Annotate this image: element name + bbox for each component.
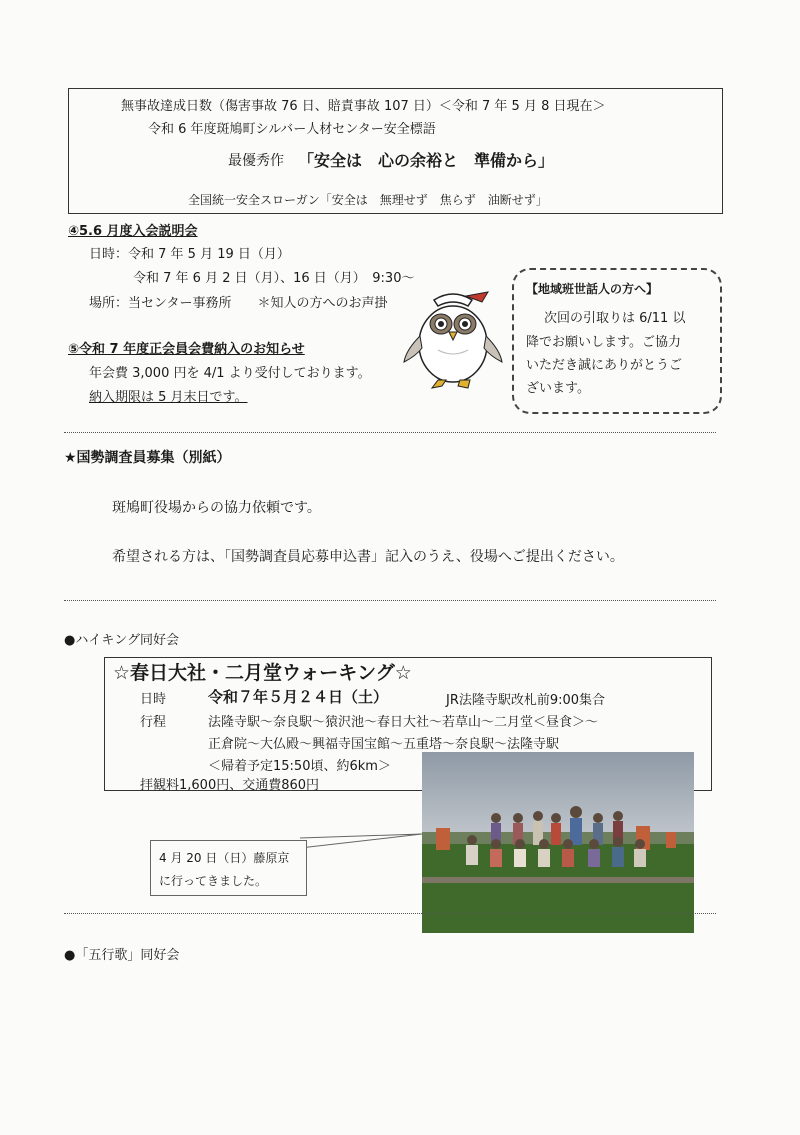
section-divider [64,600,716,601]
fee-heading: ⑤令和 7 年度正会員会費納入のお知らせ [68,342,305,357]
award-slogan: 「安全は 心の余裕と 準備から」 [298,151,555,170]
safety-slogan-caption: 令和 6 年度斑鳩町シルバー人材センター安全標語 [148,122,436,137]
hiking-club-heading: ●ハイキング同好会 [64,633,179,648]
section-divider [64,432,716,433]
national-slogan: 全国統一安全スローガン「安全は 無理せず 焦らず 油断せず」 [188,193,548,207]
briefing-date-1: 日時：令和 7 年 5 月 19 日（月） [89,247,290,262]
notice-title: 【地域班世話人の方へ】 [526,282,659,296]
notice-line-2: 降でお願いします。ご協力 [526,335,681,350]
photo-caption-callout [150,840,307,896]
briefing-place: 場所：当センター事務所 ＊知人の方へのお声掛 [89,296,388,311]
census-line-2: 希望される方は、「国勢調査員応募申込書」記入のうえ、役場へご提出ください。 [112,549,624,565]
callout-line-2: に行ってきました。 [159,874,268,888]
notice-line-3: いただき誠にありがとうご [526,358,683,373]
owl-mascot-illustration [398,286,508,392]
hiking-route-3: ＜帰着予定15:50頃、約6km＞ [208,759,391,774]
hiking-route-2: 正倉院～大仏殿～興福寺国宝館～五重塔～奈良駅～法隆寺駅 [208,737,560,752]
hiking-route-1: 法隆寺駅～奈良駅～猿沢池～春日大社～若草山～二月堂＜昼食＞～ [208,715,599,730]
hiking-fee: 拝観料1,600円、交通費860円 [140,778,320,793]
region-staff-notice [512,268,722,414]
accident-free-days: 無事故達成日数（傷害事故 76 日、賠責事故 107 日）＜令和 7 年 5 月 8 日現在＞ [121,99,606,114]
hiking-date-value: 令和７年５月２４日（土） [208,688,389,706]
census-heading: ★国勢調査員募集（別紙） [64,450,231,466]
section-divider [64,913,716,914]
fee-line-1: 年会費 3,000 円を 4/1 より受付しております。 [89,366,371,381]
fee-line-2: 納入期限は 5 月末日です。 [89,390,248,405]
hiking-title: ☆春日大社・二月堂ウォーキング☆ [113,662,412,684]
census-line-1: 斑鳩町役場からの協力依頼です。 [112,500,321,516]
gogyouka-club-heading: ●「五行歌」同好会 [64,948,180,963]
notice-line-1: 次回の引取りは 6/11 以 [544,311,686,326]
hiking-date-label: 日時 [140,692,167,707]
award-label: 最優秀作 [228,153,284,169]
callout-line-1: 4 月 20 日（日）藤原京 [159,851,290,865]
callout-tail [300,832,424,852]
notice-line-4: ざいます。 [526,381,590,396]
hiking-meeting: JR法隆寺駅改札前9:00集合 [446,693,606,708]
briefing-heading: ④5.6 月度入会説明会 [68,224,198,239]
briefing-date-2: 令和 7 年 6 月 2 日（月）、16 日（月） 9:30～ [133,271,415,286]
group-photo [422,752,694,933]
hiking-route-label: 行程 [140,715,167,730]
